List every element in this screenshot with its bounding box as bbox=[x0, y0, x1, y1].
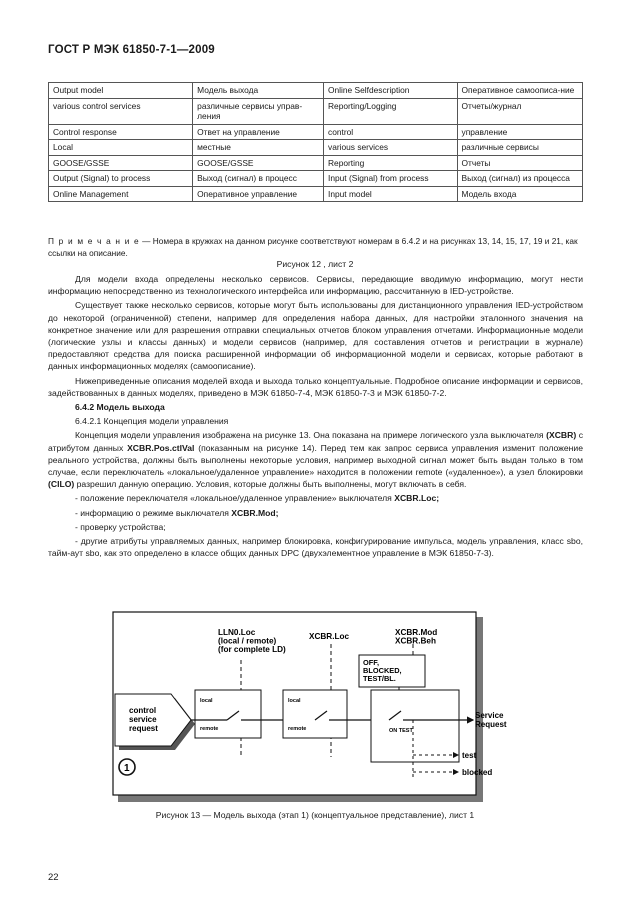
table-cell: различные сервисы bbox=[457, 140, 583, 156]
text-run: (CILO) bbox=[48, 479, 75, 490]
table-cell: Модель входа bbox=[457, 186, 583, 202]
text-run: XCBR.Pos.ctlVal bbox=[127, 442, 195, 453]
table-cell: Выход (сигнал) в процесс bbox=[193, 171, 324, 187]
table-cell: Output (Signal) to process bbox=[49, 171, 193, 187]
text-run: XCBR.Mod; bbox=[231, 507, 279, 518]
figure13-caption: Рисунок 13 — Модель выхода (этап 1) (концептуальное представление), лист 1 bbox=[155, 810, 475, 820]
table-row bbox=[49, 83, 583, 99]
table-cell: местные bbox=[193, 140, 324, 156]
control-request-text: control service request bbox=[129, 706, 158, 733]
table-row bbox=[49, 124, 583, 140]
list-item: - проверку устройства; bbox=[75, 521, 166, 532]
table-cell: различные сервисы управ-ления bbox=[193, 98, 324, 124]
text-run: разрешил данную операцию. Условия, которые должны быть выполнены, могут включать в себя. bbox=[74, 479, 467, 490]
text-run: (XCBR) bbox=[546, 430, 577, 441]
paragraph: Для модели входа определены несколько сервисов. Сервисы, передающие вводимую информацию, могут нести информацию непосредственно из технологического интерфейса или информацию, рассчитанную в IED-устройстве. bbox=[48, 274, 583, 297]
table-cell: Reporting/Logging bbox=[324, 98, 458, 124]
table-cell: GOOSE/GSSE bbox=[49, 155, 193, 171]
table-cell: Online Selfdescription bbox=[324, 83, 458, 99]
switch-box-mode bbox=[371, 690, 459, 762]
table-row bbox=[49, 140, 583, 156]
table-cell: Reporting bbox=[324, 155, 458, 171]
table-cell: various services bbox=[324, 140, 458, 156]
table-cell: Выход (сигнал) из процесса bbox=[457, 171, 583, 187]
list-item bbox=[48, 492, 583, 504]
list-item bbox=[48, 507, 583, 519]
figure13-diagram bbox=[113, 612, 507, 804]
glossary-table bbox=[48, 82, 583, 202]
table-cell: Отчеты/журнал bbox=[457, 98, 583, 124]
note-text: — Номера в кружках на данном рисунке соответствуют номерам в 6.4.2 и на рисунках 13, 14, 15, 17, 19 и 21, как ссылки на описание. bbox=[48, 236, 578, 259]
text-run: - положение переключателя «локальное/удаленное управление» выключателя bbox=[75, 493, 395, 504]
table-row bbox=[49, 171, 583, 187]
figure12-caption: Рисунок 12 , лист 2 bbox=[276, 259, 354, 269]
table-cell: Ответ на управление bbox=[193, 124, 324, 140]
table-cell: Оперативное управление bbox=[193, 186, 324, 202]
local-label: local bbox=[288, 698, 301, 704]
table-cell: Control response bbox=[49, 124, 193, 140]
table-row bbox=[49, 98, 583, 124]
on-test-label: ON TEST bbox=[389, 728, 413, 734]
text-run: Концепция модели управления изображена на рисунке 13. Она показана на примере логического узла выключателя bbox=[75, 430, 547, 441]
table-cell: control bbox=[324, 124, 458, 140]
paragraph bbox=[48, 429, 583, 490]
remote-label: remote bbox=[288, 726, 307, 732]
table-cell: Input model bbox=[324, 186, 458, 202]
document-header: ГОСТ Р МЭК 61850-7-1—2009 bbox=[48, 44, 215, 56]
table-cell: Input (Signal) from process bbox=[324, 171, 458, 187]
mode-box-text: OFF, BLOCKED, TEST/BL. bbox=[363, 658, 402, 683]
local-label: local bbox=[200, 698, 213, 704]
subsection-heading: 6.4.2.1 Концепция модели управления bbox=[75, 416, 229, 427]
table-cell: Online Management bbox=[49, 186, 193, 202]
list-item: - другие атрибуты управляемых данных, например блокировка, конфигурирование импульса, модель управления, класс sbo, тайм-аут sbo, как это определено в классе общих данных DPC (двухэлементное управление в МЭК 61850-7-3). bbox=[48, 536, 583, 559]
step-number: 1 bbox=[124, 763, 130, 774]
paragraph: Существует также несколько сервисов, которые могут быть использованы для дистанционного управления IED-устройством до некоторой (ограниченной) степени, например для определения набора данных, для настройки эталонного значения на конкретное значение или для разрешения отправки специальных отчетов блоком управления отчетами. Информационные модели (логические узлы и классы данных) и модели сервисов (например, для составления отчетов и регистрации в журнале) предоставляют средства для поиска расширенной информации об информационной модели и сервисах, которые работают в данных информационных моделях (самоописание). bbox=[48, 300, 583, 372]
table-cell: Output model bbox=[49, 83, 193, 99]
table-cell: Local bbox=[49, 140, 193, 156]
lln0-label: LLN0.Loc (local / remote) (for complete LD) bbox=[218, 628, 286, 654]
section-heading: 6.4.2 Модель выхода bbox=[75, 402, 165, 413]
paragraph: Нижеприведенные описания моделей входа и выхода только концептуальные. Подробное описание информации и сервисов, задействованных в данных моделях, приведено в МЭК 61850-7-4, МЭК 61850-7-3 и МЭК 61850-7-2. bbox=[48, 375, 583, 398]
note-label: П р и м е ч а н и е bbox=[48, 236, 140, 246]
text-run: (показанным на рисунке 14). Перед тем как запрос сервиса управления изменит положение реального устройства, должны быть выполнены некоторые условия, например выходной сигнал может быть выдан только в том случае, если переключатель «локальное/удаленное управление» находится в положении remote («удаленное»), а узел блокировки bbox=[48, 442, 583, 478]
figure-note bbox=[48, 235, 583, 259]
remote-label: remote bbox=[200, 726, 219, 732]
table-row bbox=[49, 155, 583, 171]
text-run: с атрибутом данных bbox=[48, 430, 583, 453]
body-text bbox=[48, 273, 583, 561]
service-request-label: Service Request bbox=[475, 711, 507, 729]
table-cell: Модель выхода bbox=[193, 83, 324, 99]
text-run: - информацию о режиме выключателя bbox=[75, 507, 232, 518]
table-cell: various control services bbox=[49, 98, 193, 124]
blocked-label: blocked bbox=[462, 768, 493, 777]
xcbr-mod-label: XCBR.Mod XCBR.Beh bbox=[395, 628, 438, 646]
table-cell: Оперативное самоописа-ние bbox=[457, 83, 583, 99]
xcbr-loc-label: XCBR.Loc bbox=[309, 632, 350, 641]
table-cell: GOOSE/GSSE bbox=[193, 155, 324, 171]
table-cell: управление bbox=[457, 124, 583, 140]
test-label: test bbox=[462, 751, 477, 760]
page-number: 22 bbox=[48, 872, 59, 883]
table-cell: Отчеты bbox=[457, 155, 583, 171]
text-run: XCBR.Loc; bbox=[394, 493, 440, 504]
table-row bbox=[49, 186, 583, 202]
